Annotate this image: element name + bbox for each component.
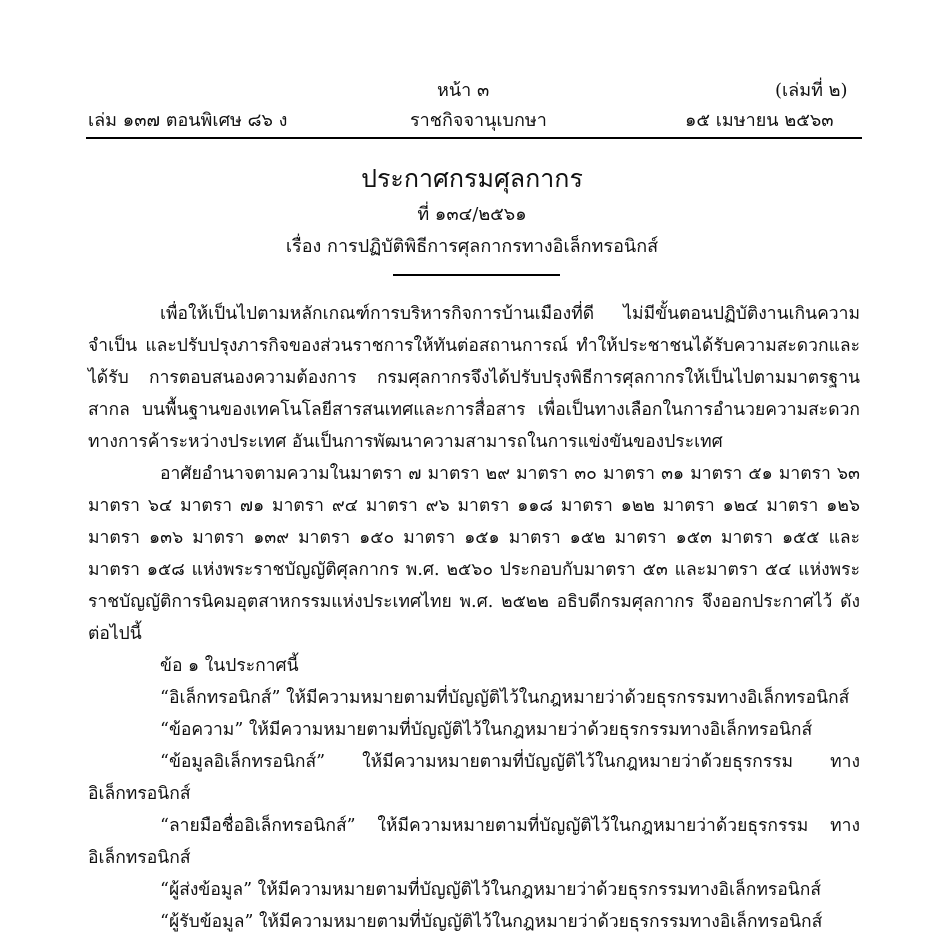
title-divider [393,274,560,276]
definition-electronic-data: “ข้อมูลอิเล็กทรอนิกส์” ให้มีความหมายตามที่บัญญัติไว้ในกฎหมายว่าด้วยธุรกรรม ทางอิเล็กทรอนิกส์ [88,752,860,804]
gazette-name: ราชกิจจานุเบกษา [410,110,547,131]
header-divider [86,137,862,139]
page-bottom-edge [0,934,944,942]
paragraph-authority: อาศัยอำนาจตามความในมาตรา ๗ มาตรา ๒๙ มาตรา ๓๐ มาตรา ๓๑ มาตรา ๕๑ มาตรา ๖๓ มาตรา ๖๔ มาตรา ๗๑ มาตรา ๙๔ มาตรา ๙๖ มาตรา ๑๑๘ มาตรา ๑๒๒ มาตรา ๑๒๔ มาตรา ๑๒๖ มาตรา ๑๓๖ มาตรา ๑๓๙ มาตรา ๑๕๐ มาตรา ๑๕๑ มาตรา ๑๕๒ มาตรา ๑๕๓ มาตรา ๑๕๕ และมาตรา ๑๕๘ แห่งพระราชบัญญัติศุลกากร พ.ศ. ๒๕๖๐ ประกอบกับมาตรา ๕๓ และมาตรา ๕๔ แห่งพระราชบัญญัติการนิคมอุตสาหกรรมแห่งประเทศไทย พ.ศ. ๒๕๒๒ อธิบดีกรมศุลกากร จึงออกประกาศไว้ ดังต่อไปนี้ [88,464,860,644]
announcement-subject: เรื่อง การปฏิบัติพิธีการศุลกากรทางอิเล็กทรอนิกส์ [285,236,659,257]
announcement-body [88,298,860,938]
definition-message: “ข้อความ” ให้มีความหมายตามที่บัญญัติไว้ในกฎหมายว่าด้วยธุรกรรมทางอิเล็กทรอนิกส์ [160,720,813,740]
volume-note: (เล่มที่ ๒) [775,80,848,101]
announcement-number: ที่ ๑๓๔/๒๕๖๑ [417,204,527,225]
page-number: หน้า ๓ [437,80,490,101]
announcement-title: ประกาศกรมศุลกากร [361,164,583,193]
definition-electronic-signature: “ลายมือชื่ออิเล็กทรอนิกส์” ให้มีความหมายตามที่บัญญัติไว้ในกฎหมายว่าด้วยธุรกรรม ทางอิเล็กทรอนิกส์ [88,816,860,868]
definition-recipient: “ผู้รับข้อมูล” ให้มีความหมายตามที่บัญญัติไว้ในกฎหมายว่าด้วยธุรกรรมทางอิเล็กทรอนิกส์ [160,912,823,932]
clause-1-heading: ข้อ ๑ ในประกาศนี้ [160,656,299,676]
publication-date: ๑๕ เมษายน ๒๕๖๓ [685,110,834,131]
paragraph-preamble: เพื่อให้เป็นไปตามหลักเกณฑ์การบริหารกิจการบ้านเมืองที่ดี ไม่มีขั้นตอนปฏิบัติงานเกินความจำเป็น และปรับปรุงภารกิจของส่วนราชการให้ทันต่อสถานการณ์ ทำให้ประชาชนได้รับความสะดวกและได้รับ การตอบสนองความต้องการ กรมศุลกากรจึงได้ปรับปรุงพิธีการศุลกากรให้เป็นไปตามมาตรฐานสากล บนพื้นฐานของเทคโนโลยีสารสนเทศและการสื่อสาร เพื่อเป็นทางเลือกในการอำนวยความสะดวก ทางการค้าระหว่างประเทศ อันเป็นการพัฒนาความสามารถในการแข่งขันของประเทศ [88,304,860,452]
definition-electronic: “อิเล็กทรอนิกส์” ให้มีความหมายตามที่บัญญัติไว้ในกฎหมายว่าด้วยธุรกรรมทางอิเล็กทรอนิกส์ [160,688,850,708]
definition-sender: “ผู้ส่งข้อมูล” ให้มีความหมายตามที่บัญญัติไว้ในกฎหมายว่าด้วยธุรกรรมทางอิเล็กทรอนิกส์ [160,880,822,900]
issue-info: เล่ม ๑๓๗ ตอนพิเศษ ๘๖ ง [88,110,288,131]
